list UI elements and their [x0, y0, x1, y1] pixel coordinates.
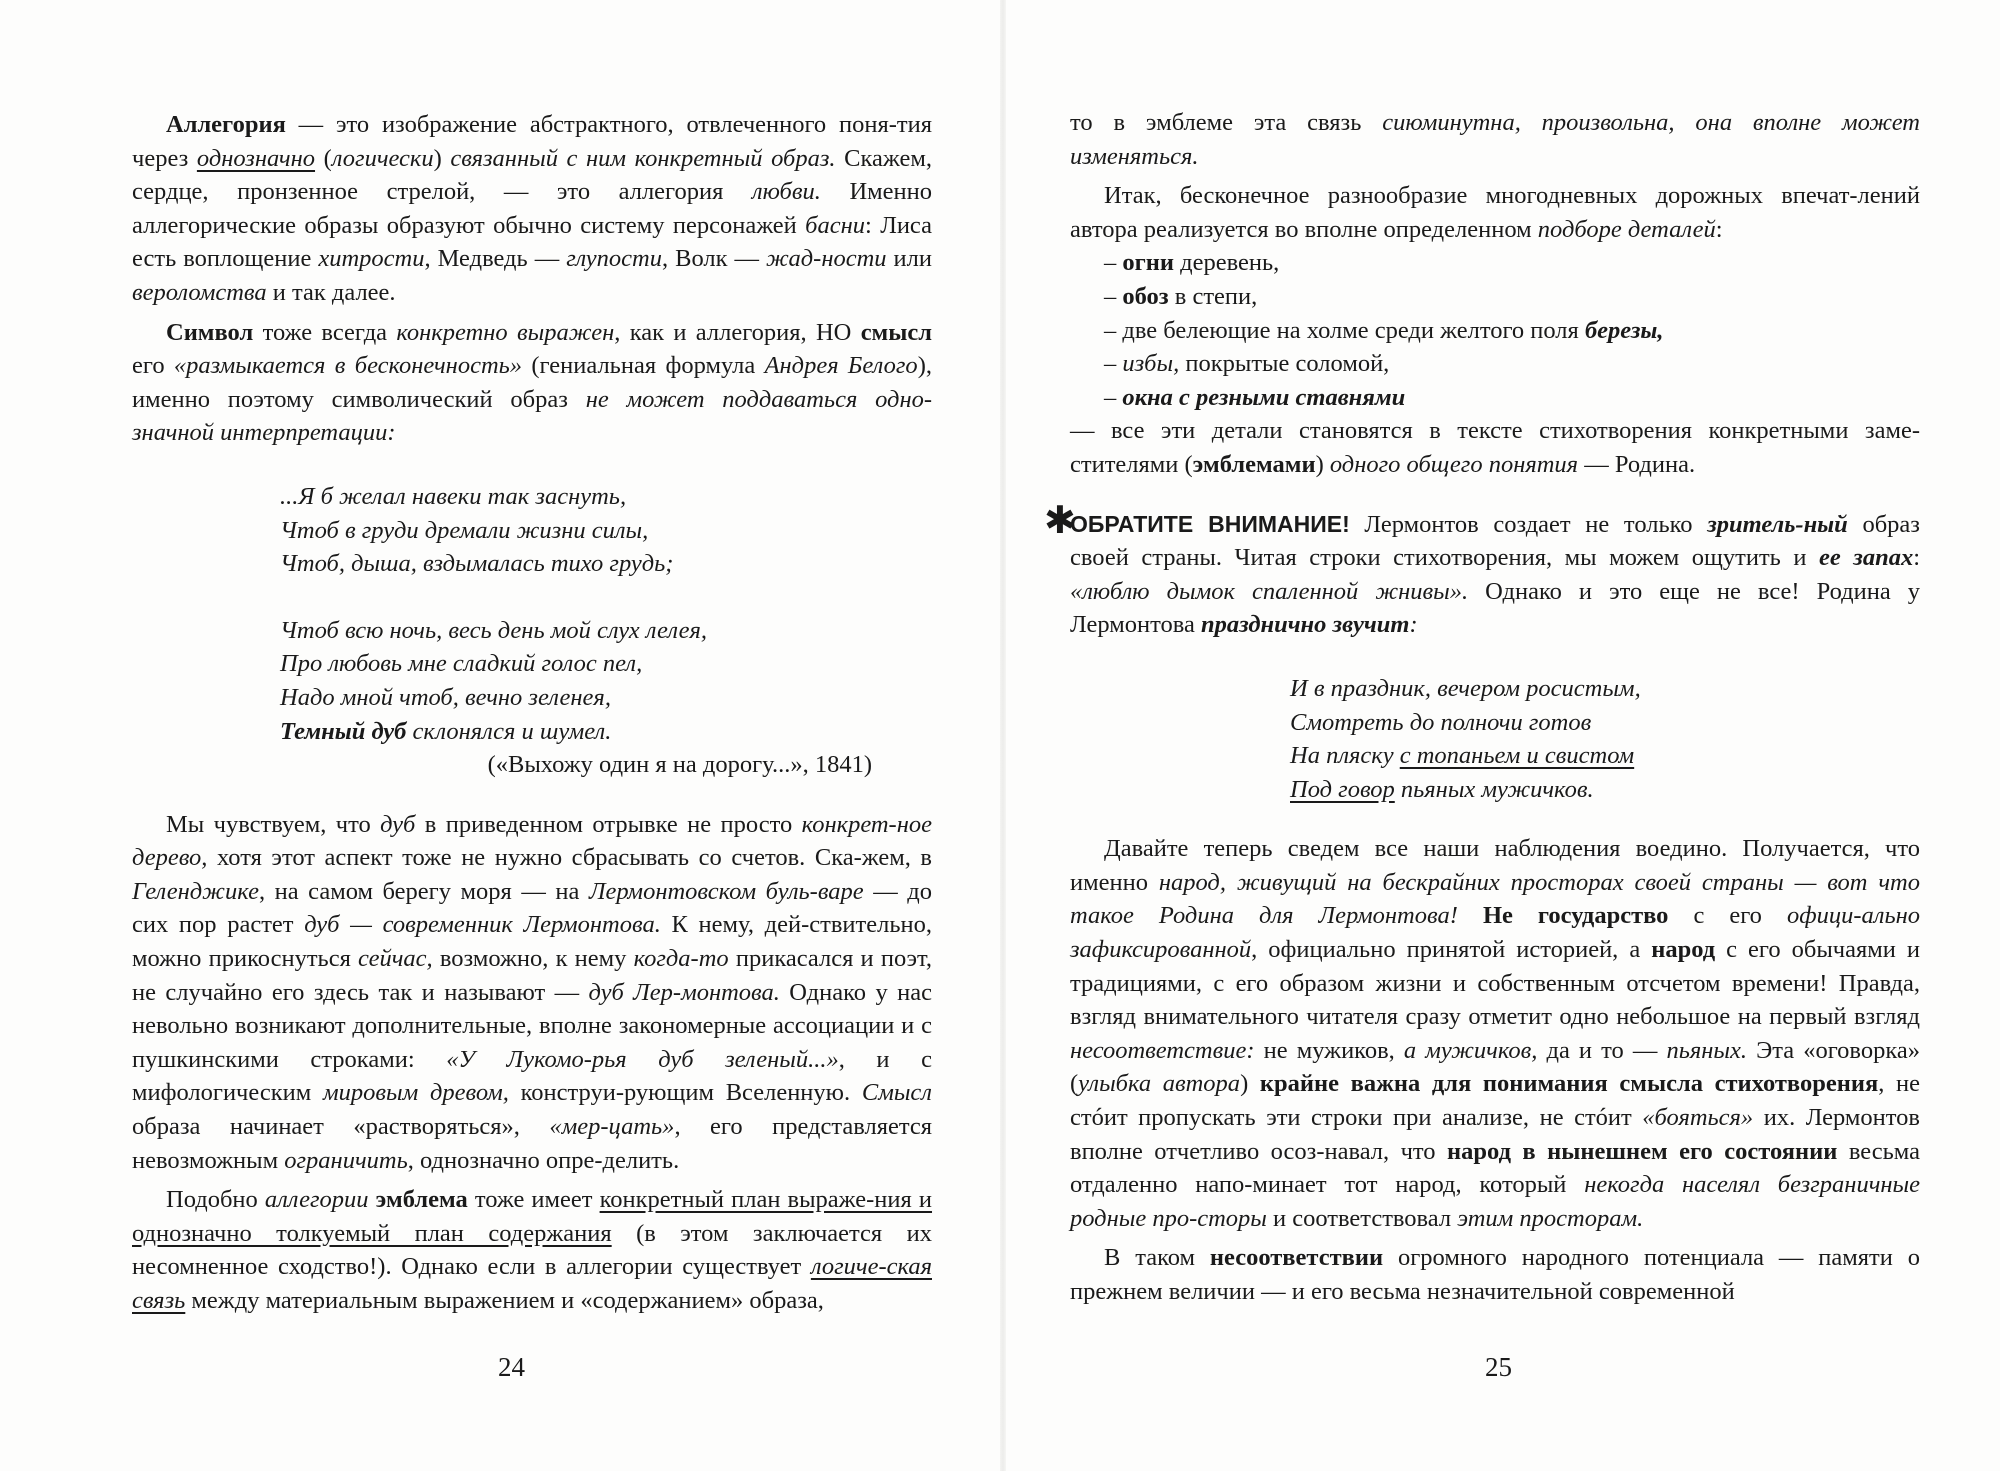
- text-run: В таком: [1104, 1244, 1210, 1272]
- attention-note: [1044, 497, 1921, 642]
- verse-line: Чтоб всю ночь, весь день мой слух лелея,: [280, 616, 708, 644]
- paragraph-details: [1070, 179, 1920, 246]
- text-run: , и с мифологическим: [132, 1045, 932, 1107]
- text-run: и так далее.: [266, 278, 396, 306]
- verse-line: Надо мной чтоб, вечно зеленея,: [280, 683, 611, 711]
- text-run: деревень,: [1173, 249, 1280, 277]
- text-run: их. Лермонтов вполне отчетливо осоз-навал, что: [1070, 1104, 1920, 1165]
- emph: конкретно выражен: [396, 318, 615, 346]
- strong: народ: [1651, 936, 1716, 964]
- emph: Лермонтовском буль-варе: [588, 877, 864, 905]
- text-run: , его представляется невозможным: [132, 1113, 932, 1174]
- text-run: : Лиса есть воплощение: [132, 211, 932, 273]
- text-run: , однозначно опре-делить.: [407, 1146, 680, 1174]
- emph: а мужичков,: [1403, 1036, 1538, 1064]
- emph: «бояться»: [1642, 1104, 1754, 1132]
- emph: дуб: [380, 810, 416, 838]
- verse-line: И в праздник, вечером росистым,: [1290, 674, 1641, 702]
- strong: обоз: [1122, 282, 1169, 310]
- paragraph-oak: [132, 808, 932, 1178]
- details-list: [1070, 246, 1920, 414]
- paragraph-continuation: [1070, 106, 1920, 173]
- stanza-break: [280, 581, 932, 614]
- term-allegory: Аллегория: [166, 111, 286, 138]
- emph: Геленджике: [132, 877, 259, 905]
- emph: одного общего понятия: [1329, 450, 1579, 478]
- text-run: не мужиков,: [1254, 1036, 1404, 1064]
- text-run: Подобно: [166, 1186, 265, 1214]
- strong-emph: празднично звучит: [1200, 611, 1410, 639]
- text-run: — это изображение абстрактного, отвлеченного поня-тия через: [132, 111, 932, 172]
- paragraph-summary: [1070, 832, 1920, 1235]
- text-run: или: [886, 245, 932, 273]
- text-run: в степи,: [1168, 282, 1258, 310]
- text-run: образ своей страны. Читая строки стихотворения, мы можем ощутить и: [1070, 510, 1920, 572]
- emph: сейчас,: [358, 945, 433, 973]
- list-item: [1104, 314, 1920, 348]
- text-run: ): [433, 144, 451, 172]
- text-run: покрытые соломой,: [1179, 350, 1390, 378]
- strong: Не государство: [1482, 902, 1669, 930]
- emph: басни: [805, 211, 866, 239]
- strong: Темный дуб: [280, 717, 407, 745]
- text-run: между материальным выражением и «содержанием» образа,: [185, 1287, 824, 1314]
- paragraph-allegory: [132, 108, 932, 310]
- emph: аллегории: [264, 1186, 369, 1214]
- text-run: Давайте теперь сведем все наши наблюдения воедино. Получается, что именно: [1070, 835, 1920, 896]
- verse-line: Чтоб, дыша, вздымалась тихо грудь;: [280, 550, 674, 578]
- text-run: Мы чувствуем, что: [166, 810, 381, 838]
- text-run: –: [1104, 249, 1123, 277]
- emph: конкрет-ное дерево,: [132, 810, 932, 872]
- text-run: Эта «оговорка» (: [1070, 1036, 1920, 1098]
- book-gutter: [1000, 0, 1006, 1471]
- text-run: тоже имеет: [467, 1186, 600, 1214]
- text-run: [1458, 902, 1483, 929]
- strong: несоответствии: [1209, 1244, 1384, 1272]
- page-number-right: 25: [1485, 1352, 1512, 1382]
- underlined: конкретный план выраже-ния и однозначно толкуемый план содержания: [132, 1186, 933, 1247]
- text-run: с его: [1668, 902, 1787, 930]
- text-run: (в этом заключается их несомненное сходство!). Однако если в аллегории существует: [132, 1219, 932, 1281]
- emph: несоответствие:: [1070, 1036, 1255, 1064]
- text-run: , не стóит пропускать эти строки при анализе, не стóит: [1070, 1070, 1920, 1132]
- underlined: Под говор: [1290, 775, 1395, 803]
- list-item: [1104, 280, 1920, 314]
- page-right: [1044, 106, 1921, 1309]
- note-heading: ОБРАТИТЕ ВНИМАНИЕ!: [1070, 510, 1350, 537]
- text-run: (гениальная формула: [522, 352, 765, 380]
- verse-line: ...Я б желал навеки так заснуть,: [280, 482, 627, 510]
- emph: «люблю дымок спаленной жнивы».: [1070, 577, 1469, 605]
- emph: :: [1409, 611, 1418, 639]
- verse-line: [1290, 773, 1920, 807]
- emph: хитрости: [318, 245, 425, 273]
- text-run: Скажем, сердце, пронзенное стрелой, — это аллегория: [132, 144, 932, 206]
- paragraph-emblems: [1070, 414, 1920, 481]
- text-run: да и то —: [1537, 1036, 1667, 1064]
- verse-line: Смотреть до полночи готов: [1290, 708, 1592, 736]
- text-run: с его обычаями и традициями, с его образом жизни и собственным отсчетом времени! Правда, взгляд внимательного читателя сразу отметит одно небольшое на первый взгляд: [1070, 936, 1920, 1031]
- strong-emph: ее запах: [1819, 544, 1914, 572]
- text-run: возможно, к нему: [432, 945, 634, 973]
- text-run: — все эти детали становятся в тексте стихотворения конкретными заме-стителями (: [1070, 417, 1920, 478]
- emph: любви.: [751, 178, 821, 206]
- underlined: с топаньем и свистом: [1399, 742, 1635, 770]
- emph: дуб — современник Лермонтова.: [304, 911, 661, 939]
- text-run: то в эмблеме эта связь: [1070, 109, 1383, 136]
- strong-emph: зритель-ный: [1707, 510, 1848, 538]
- text-run: — до сих пор растет: [132, 877, 932, 939]
- asterisk-icon: ✱: [1044, 497, 1076, 542]
- text-run: ), именно поэтому символический образ: [132, 352, 932, 413]
- text-run: , официально принятой историей, а: [1251, 936, 1652, 964]
- text-run: , Медведь —: [424, 245, 567, 273]
- strong: эмблемами: [1192, 450, 1316, 478]
- verse-quote: [280, 480, 932, 748]
- emph: этим просторам.: [1457, 1204, 1644, 1232]
- emph: «У Лукомо-рья дуб зеленый...»: [446, 1045, 839, 1073]
- text-run: :: [1913, 544, 1921, 572]
- strong-emph: окна с резными ставнями: [1122, 383, 1406, 411]
- text-run: Лермонтов создает не только: [1349, 510, 1708, 538]
- text-run: Именно аллегорические образы образуют обычно систему персонажей: [132, 178, 932, 239]
- verse-citation: («Выхожу один я на дорогу...», 1841): [487, 751, 872, 779]
- emph: когда-то: [633, 945, 729, 973]
- text-run: , на самом берегу моря — на: [258, 877, 589, 905]
- text-run: –: [1104, 282, 1123, 310]
- text-run: и соответствовал: [1266, 1204, 1458, 1232]
- list-item: [1104, 347, 1920, 381]
- text-run: его: [132, 352, 174, 380]
- emph: дуб Лер-монтова.: [588, 978, 780, 1006]
- text-run: огромного народного потенциала — памяти о прежнем величии — и его весьма незначительной современной: [1070, 1244, 1920, 1305]
- emph: ограничить: [284, 1146, 408, 1174]
- emph: улыбка автора: [1078, 1070, 1241, 1098]
- text-run: Итак, бесконечное разнообразие многодневных дорожных впечат-лений автора реализуется во вполне определенном: [1070, 182, 1920, 243]
- emph: «размыкается в бесконечность»: [173, 352, 523, 380]
- text-run: образа начинает «растворяться»,: [132, 1113, 550, 1141]
- verse-line: Про любовь мне сладкий голос пел,: [280, 650, 643, 678]
- strong: крайне важна для понимания смысла стихотворения: [1259, 1070, 1879, 1098]
- emph: связанный с ним конкретный образ.: [450, 144, 836, 172]
- emph: избы,: [1122, 350, 1180, 378]
- text-run: , Волк —: [662, 245, 767, 273]
- text-run: ): [1315, 450, 1330, 478]
- text-run: :: [1715, 215, 1723, 243]
- emph: Смысл: [861, 1079, 932, 1107]
- strong: огни: [1122, 249, 1174, 277]
- text-run: ): [1240, 1070, 1260, 1098]
- verse-line: Чтоб в груди дремали жизни силы,: [280, 516, 649, 544]
- emph: мировым древом,: [323, 1079, 509, 1107]
- text-run: – две белеющие на холме среди желтого поля: [1104, 316, 1585, 344]
- emph: сиюминутна, произвольна, она вполне может изменяться.: [1070, 109, 1920, 170]
- text-run: в приведенном отрывке не просто: [415, 810, 802, 838]
- text-run: На пляску: [1290, 742, 1400, 770]
- emph: вероломства: [132, 278, 267, 306]
- paragraph-emblem: [132, 1183, 932, 1317]
- text-run: конструи-рующим Вселенную.: [508, 1079, 862, 1107]
- verse-quote-2: [1290, 672, 1920, 806]
- text-run: хотя этот аспект тоже не нужно сбрасывать со счетов. Ска-жем, в: [207, 844, 932, 872]
- emph: жад-ности: [766, 245, 887, 273]
- text-run: , как и аллегория, НО: [614, 318, 861, 346]
- emph: однозначно: [196, 144, 316, 172]
- emph: народ, живущий на бескрайних просторах своей страны — вот что такое Родина для Лермонтова!: [1070, 868, 1920, 930]
- text-run: Однако и это еще не все! Родина у Лермонтова: [1070, 577, 1920, 639]
- text-run: –: [1104, 383, 1123, 411]
- text-run: склонялся и шумел.: [406, 717, 612, 745]
- strong: эмблема: [375, 1186, 468, 1214]
- verse-line: [280, 715, 932, 749]
- emph: офици-ально зафиксированной: [1070, 902, 1921, 964]
- emph: глупости: [566, 245, 662, 273]
- text-run: весьма отдаленно напо-минает тот народ, который: [1070, 1137, 1921, 1199]
- text-run: К нему, дей-ствительно, можно прикоснуться: [132, 911, 932, 973]
- page-number-left: 24: [498, 1352, 525, 1382]
- emph: некогда населял безграничные родные про-сторы: [1070, 1171, 1920, 1232]
- emph: логиче-ская связь: [132, 1253, 932, 1314]
- strong-emph: березы,: [1584, 316, 1664, 344]
- emph: Андрея Белого: [764, 352, 918, 380]
- list-item: [1104, 381, 1920, 415]
- text-run: прикасался и поэт, не случайно его здесь так и называют —: [132, 945, 932, 1006]
- term-symbol: Символ: [166, 318, 254, 346]
- verse-line: [1290, 739, 1920, 773]
- text-run: Однако у нас невольно возникают дополнительные, вполне закономерные ассоциации и с пушкинскими строками:: [132, 978, 932, 1073]
- text-run: тоже всегда: [253, 318, 397, 346]
- strong: народ в нынешнем его состоянии: [1447, 1137, 1838, 1165]
- emph: подборе деталей: [1537, 215, 1716, 243]
- text-run: [369, 1186, 376, 1213]
- emph: пьяных.: [1666, 1036, 1747, 1064]
- text-run: –: [1104, 350, 1123, 378]
- text-run: (: [315, 144, 332, 172]
- paragraph-mismatch: [1070, 1241, 1920, 1308]
- text-run: — Родина.: [1578, 450, 1696, 478]
- strong: смысл: [860, 318, 932, 346]
- page-left: [132, 108, 932, 1318]
- emph: не может поддаваться одно-значной интерпретации:: [132, 385, 933, 447]
- text-run: пьяных мужичков.: [1394, 775, 1594, 803]
- paragraph-symbol: [132, 316, 932, 450]
- list-item: [1104, 246, 1920, 280]
- emph: логически: [331, 144, 434, 172]
- emph: «мер-цать»: [549, 1113, 675, 1141]
